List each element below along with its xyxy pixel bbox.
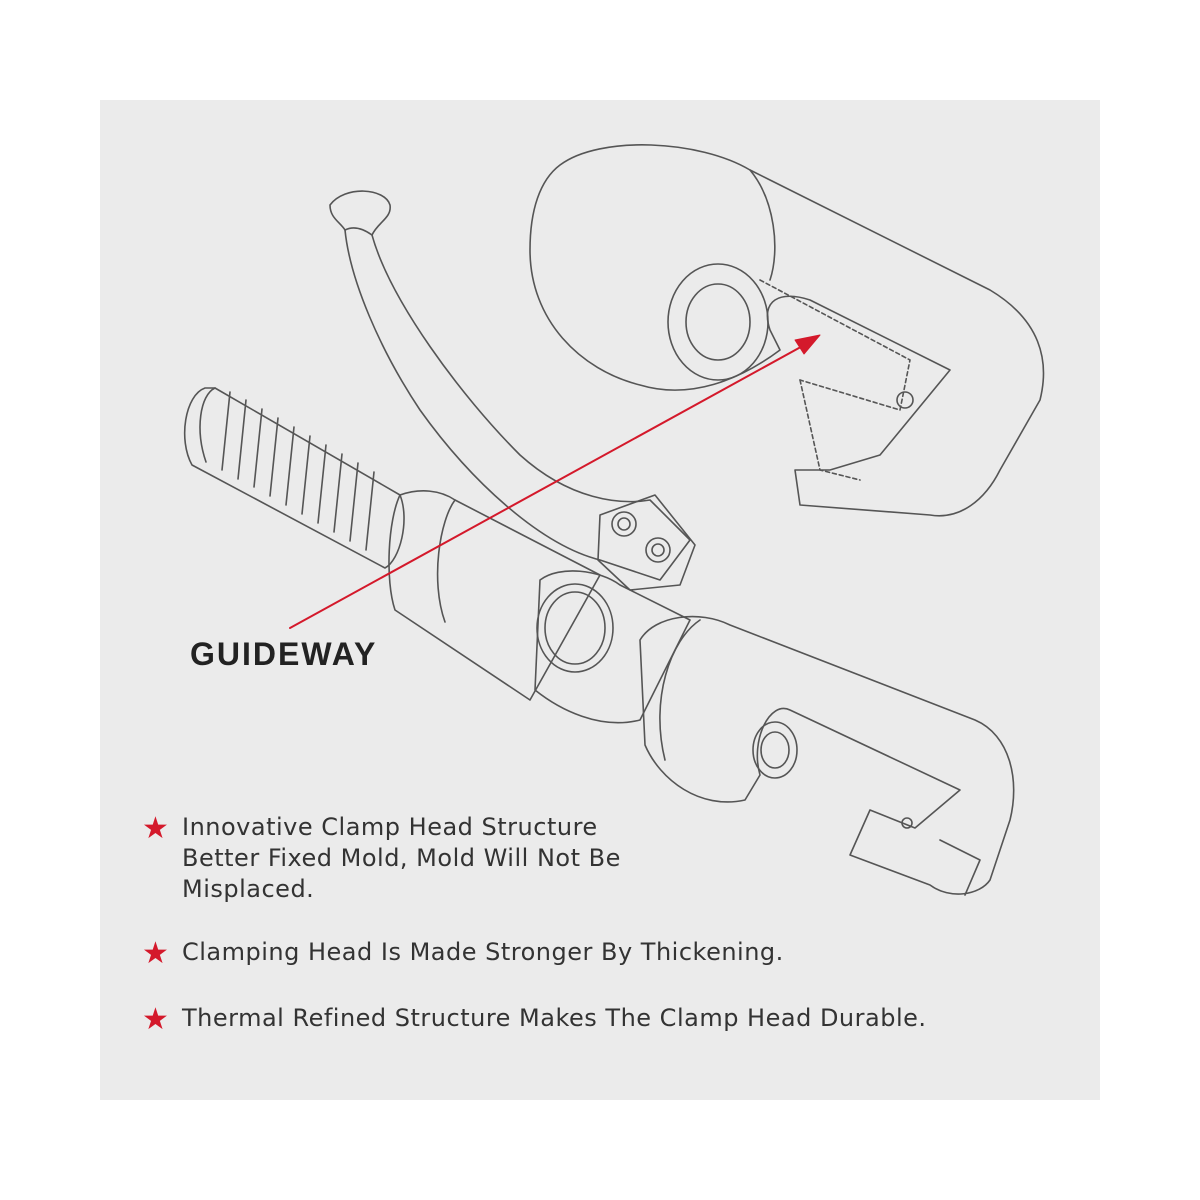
- feature-item: [142, 1003, 1062, 1037]
- guideway-label: GUIDEWAY: [190, 636, 378, 672]
- knurled-grip: [185, 388, 404, 568]
- upper-clamp-head-detail: [530, 145, 1043, 516]
- feature-line: Clamping Head Is Made Stronger By Thickening.: [182, 938, 784, 966]
- guideway-pointer: [290, 335, 820, 628]
- feature-line: Innovative Clamp Head Structure: [182, 813, 598, 841]
- feature-line: Misplaced.: [182, 875, 315, 903]
- feature-item: [142, 812, 1062, 905]
- star-icon: ★: [142, 1002, 170, 1037]
- feature-line: Better Fixed Mold, Mold Will Not Be: [182, 844, 621, 872]
- feature-item: [142, 937, 1062, 971]
- feature-line: Thermal Refined Structure Makes The Clamp Head Durable.: [182, 1004, 927, 1032]
- star-icon: ★: [142, 936, 170, 971]
- feature-text: [182, 1003, 927, 1034]
- feature-text: [182, 812, 621, 905]
- star-icon: ★: [142, 811, 170, 846]
- feature-list: [142, 812, 1062, 1069]
- feature-text: [182, 937, 784, 968]
- pump-body: [389, 491, 690, 723]
